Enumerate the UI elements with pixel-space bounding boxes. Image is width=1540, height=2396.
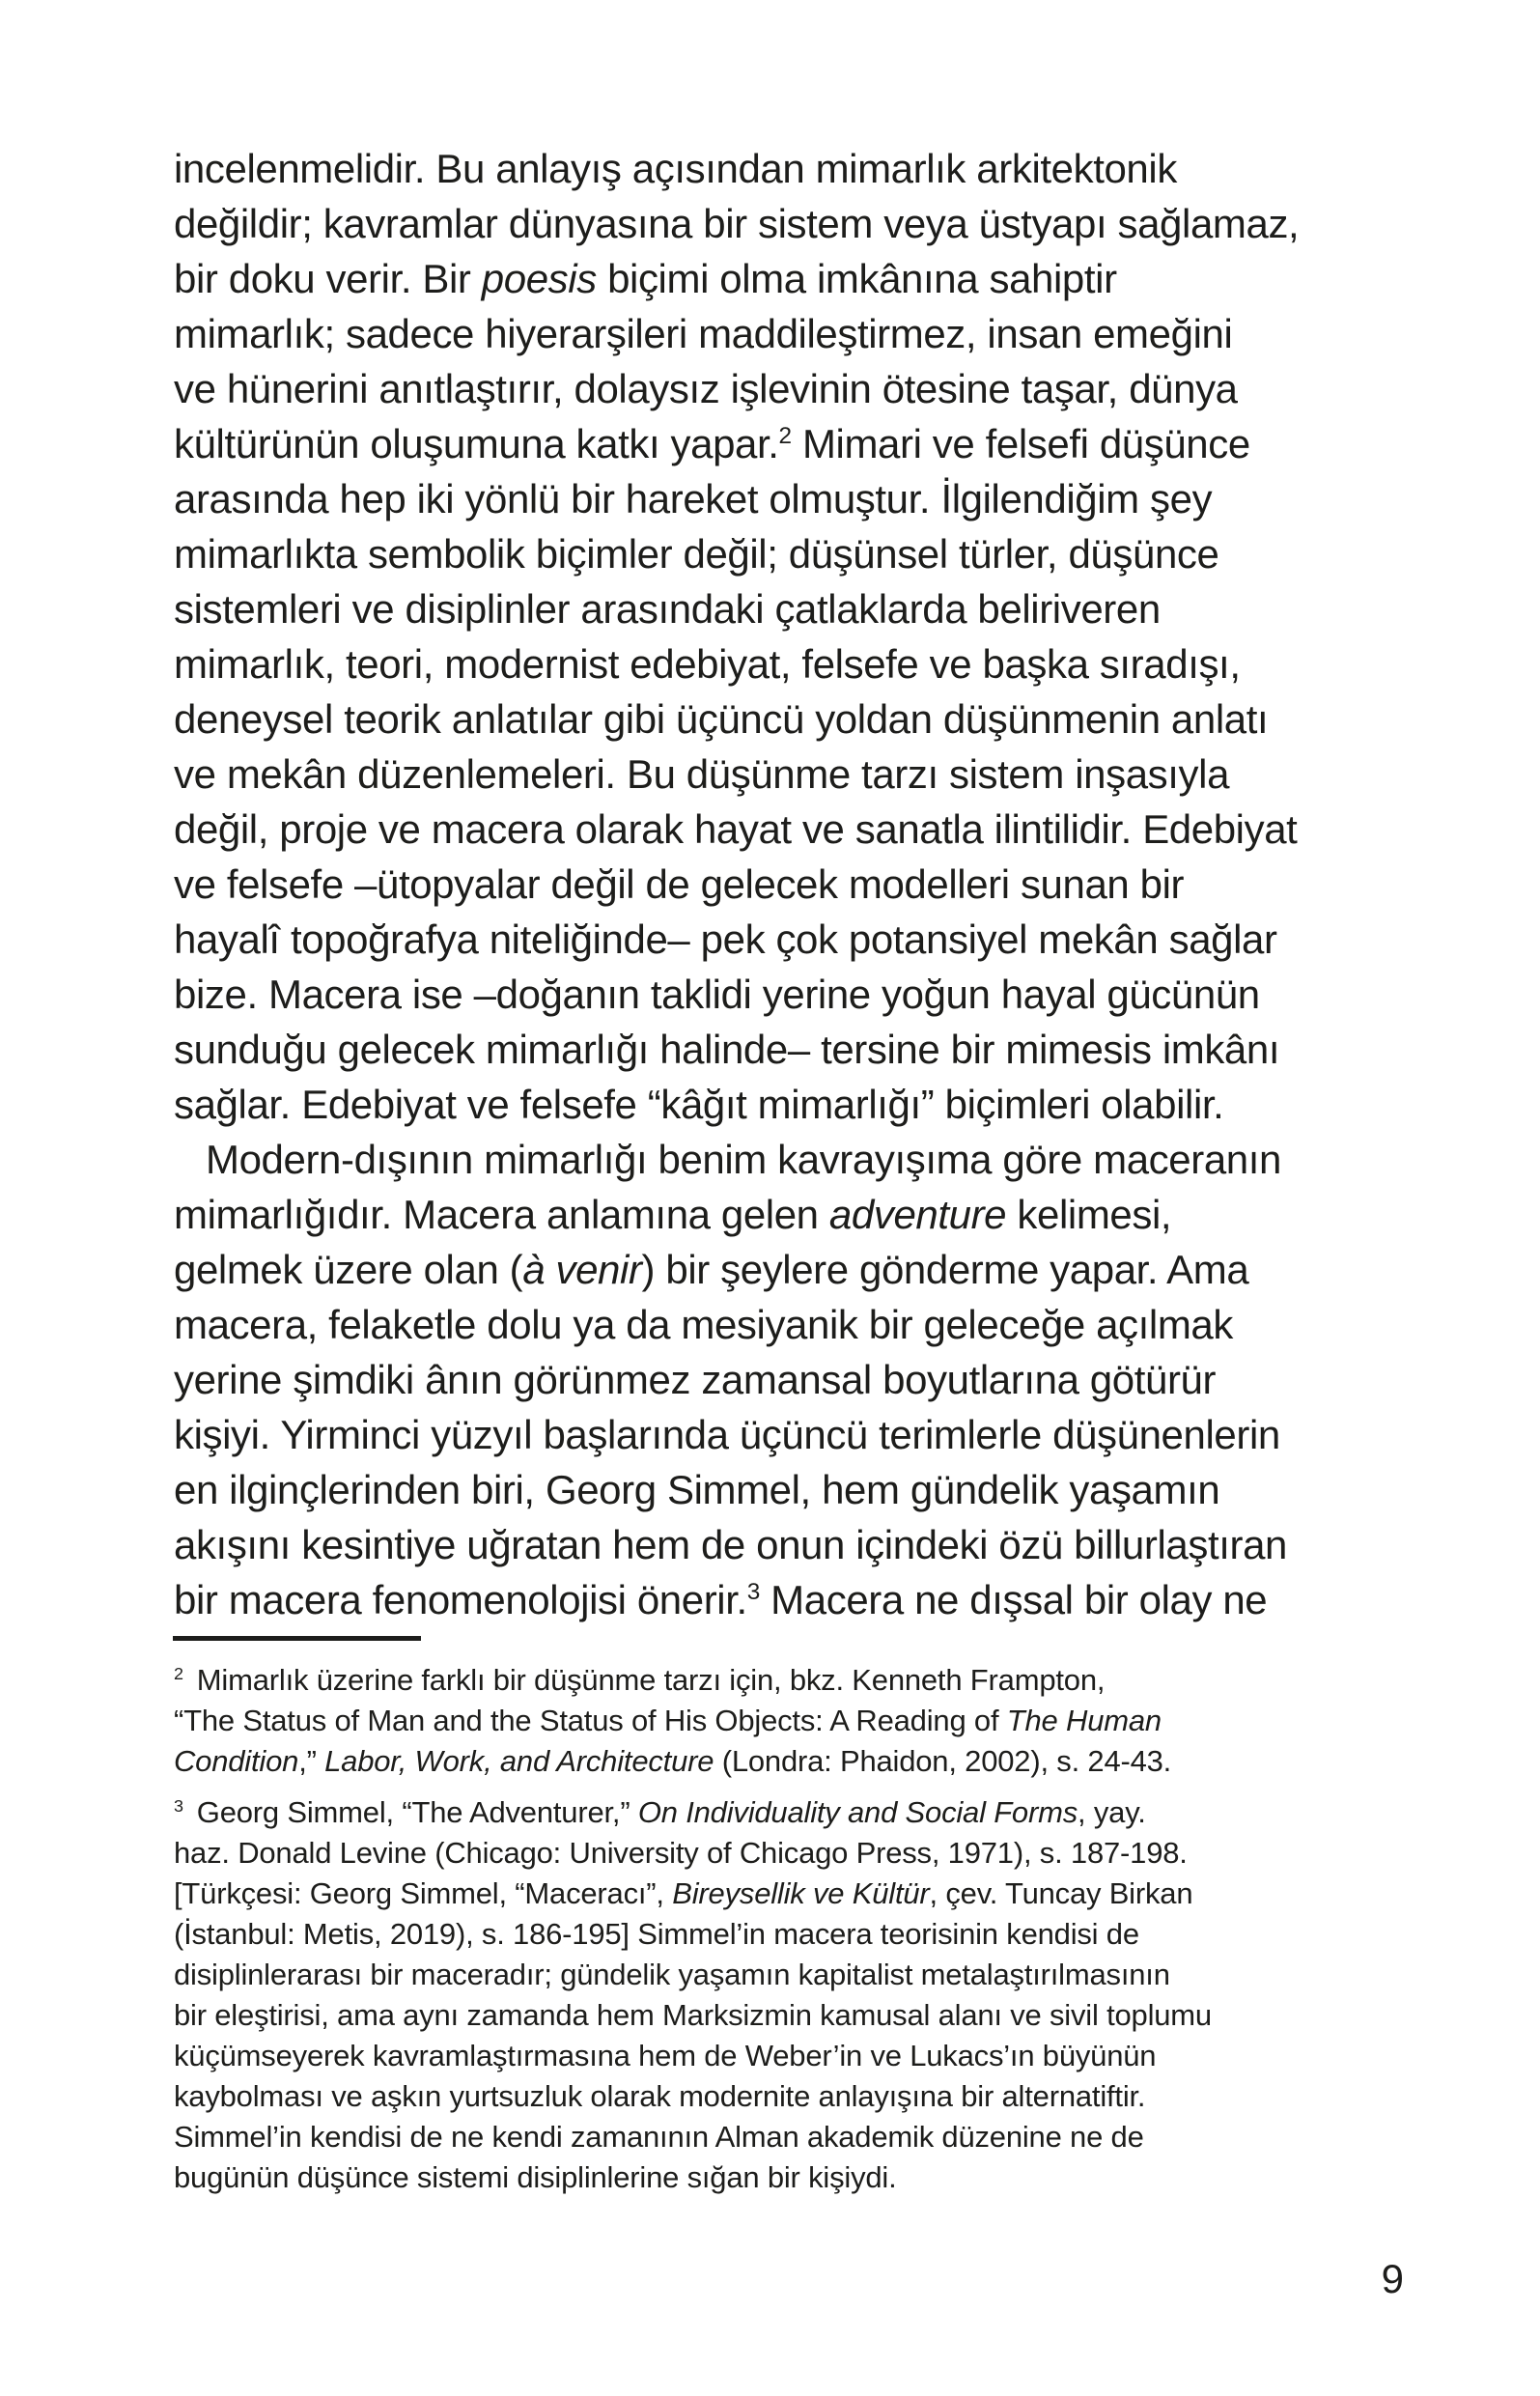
body-line — [174, 1407, 1419, 1462]
text-segment: kültürünün oluşumuna katkı yapar. — [174, 421, 779, 466]
footnote-3 — [174, 1792, 1429, 2198]
body-line — [174, 361, 1419, 416]
text-segment: değildir; kavramlar dünyasına bir sistem veya üstyapı sağlamaz, — [174, 201, 1300, 246]
footnote-line — [174, 1955, 1429, 1995]
text-segment: disiplinlerarası bir maceradır; gündelik yaşamın kapitalist metalaştırılmasının — [174, 1958, 1170, 1991]
footnote-line — [174, 1660, 1429, 1701]
footnote-line — [174, 1701, 1429, 1741]
text-segment: , yay. — [1078, 1795, 1146, 1829]
text-segment: bir eleştirisi, ama aynı zamanda hem Marksizmin kamusal alanı ve sivil toplumu — [174, 1998, 1212, 2032]
body-line — [174, 1352, 1419, 1407]
footnote-line — [174, 1792, 1429, 1833]
footnote-marker: 3 — [174, 1795, 183, 1816]
text-segment: [Türkçesi: Georg Simmel, “Maceracı”, — [174, 1876, 673, 1910]
text-segment: ve mekân düzenlemeleri. Bu düşünme tarzı sistem inşasıyla — [174, 751, 1230, 797]
body-text — [174, 141, 1419, 1627]
text-segment: macera, felaketle dolu ya da mesiyanik bir geleceğe açılmak — [174, 1302, 1233, 1347]
text-segment: küçümseyerek kavramlaştırmasına hem de Weber’in ve Lukacs’ın büyünün — [174, 2039, 1157, 2072]
footnote-reference: 2 — [778, 423, 792, 449]
text-segment: bize. Macera ise –doğanın taklidi yerine yoğun hayal gücünün — [174, 972, 1260, 1017]
footnote-line — [174, 1914, 1429, 1955]
body-line — [174, 1462, 1419, 1517]
text-segment: bir macera fenomenolojisi önerir. — [174, 1577, 747, 1622]
text-segment: ve felsefe –ütopyalar değil de gelecek modelleri sunan bir — [174, 861, 1185, 907]
text-segment: à venir — [522, 1247, 642, 1292]
body-line — [174, 581, 1419, 636]
footnote-line — [174, 1995, 1429, 2036]
body-line — [174, 306, 1419, 361]
text-segment: sistemleri ve disiplinler arasındaki çatlaklarda beliriveren — [174, 586, 1161, 632]
text-segment: Condition — [174, 1744, 299, 1778]
text-segment: kişiyi. Yirminci yüzyıl başlarında üçüncü terimlerle düşünenlerin — [174, 1412, 1280, 1457]
footnotes — [174, 1660, 1429, 2198]
footnote-line — [174, 2117, 1429, 2157]
footnote-line — [174, 2076, 1429, 2117]
text-segment: değil, proje ve macera olarak hayat ve sanatla ilintilidir. Edebiyat — [174, 806, 1298, 852]
body-line — [174, 747, 1419, 802]
text-segment: (İstanbul: Metis, 2019), s. 186-195] Simmel’in macera teorisinin kendisi de — [174, 1917, 1139, 1951]
footnote-separator — [173, 1636, 421, 1641]
text-segment: “The Status of Man and the Status of His Objects: A Reading of — [174, 1704, 1007, 1737]
body-line — [174, 251, 1419, 306]
text-segment: arasında hep iki yönlü bir hareket olmuştur. İlgilendiğim şey — [174, 476, 1213, 521]
text-segment: yerine şimdiki ânın görünmez zamansal boyutlarına götürür — [174, 1357, 1217, 1402]
body-line — [174, 141, 1419, 196]
text-segment: kelimesi, — [1006, 1192, 1172, 1237]
body-line — [174, 802, 1419, 857]
body-line — [174, 691, 1419, 747]
body-line — [174, 912, 1419, 967]
footnote-marker: 2 — [174, 1663, 183, 1683]
footnote-line — [174, 1833, 1429, 1874]
text-segment: On Individuality and Social Forms — [637, 1795, 1078, 1829]
text-segment: sunduğu gelecek mimarlığı halinde– tersine bir mimesis imkânı — [174, 1027, 1280, 1072]
text-segment: bir doku verir. Bir — [174, 256, 482, 301]
text-segment: Macera ne dışsal bir olay ne — [759, 1577, 1268, 1622]
text-segment: deneysel teorik anlatılar gibi üçüncü yoldan düşünmenin anlatı — [174, 696, 1269, 742]
text-segment: Georg Simmel, “The Adventurer,” — [196, 1795, 638, 1829]
text-segment: ) bir şeylere gönderme yapar. Ama — [641, 1247, 1249, 1292]
body-line — [174, 1022, 1419, 1077]
footnote-reference: 3 — [746, 1579, 760, 1605]
text-segment: Labor, Work, and Architecture — [324, 1744, 714, 1778]
body-line — [174, 967, 1419, 1022]
body-line — [174, 526, 1419, 581]
footnote-2 — [174, 1660, 1429, 1782]
text-segment: The Human — [1006, 1704, 1162, 1737]
text-segment: incelenmelidir. Bu anlayış açısından mimarlık arkitektonik — [174, 146, 1177, 191]
body-line — [174, 1132, 1419, 1187]
text-segment: en ilginçlerinden biri, Georg Simmel, hem gündelik yaşamın — [174, 1467, 1220, 1512]
text-segment: ve hünerini anıtlaştırır, dolaysız işlevinin ötesine taşar, dünya — [174, 366, 1238, 411]
text-segment: Mimarlık üzerine farklı bir düşünme tarzı için, bkz. Kenneth Frampton, — [196, 1663, 1106, 1697]
text-segment: Modern-dışının mimarlığı benim kavrayışıma göre maceranın — [206, 1137, 1281, 1182]
text-segment: sağlar. Edebiyat ve felsefe “kâğıt mimarlığı” biçimleri olabilir. — [174, 1082, 1224, 1127]
body-line — [174, 636, 1419, 691]
text-segment: biçimi olma imkânına sahiptir — [596, 256, 1117, 301]
text-segment: gelmek üzere olan ( — [174, 1247, 523, 1292]
page-number: 9 — [1381, 2256, 1404, 2301]
body-line — [174, 1572, 1419, 1627]
text-segment: poesis — [481, 256, 597, 301]
body-line — [174, 416, 1419, 471]
body-line — [174, 471, 1419, 526]
text-segment: adventure — [828, 1192, 1007, 1237]
body-line — [174, 1242, 1419, 1297]
text-segment: mimarlık; sadece hiyerarşileri maddileştirmez, insan emeğini — [174, 311, 1233, 356]
footnote-line — [174, 1874, 1429, 1914]
body-line — [174, 196, 1419, 251]
body-line — [174, 857, 1419, 912]
text-segment: hayalî topoğrafya niteliğinde– pek çok potansiyel mekân sağlar — [174, 916, 1277, 962]
text-segment: Mimari ve felsefi düşünce — [791, 421, 1250, 466]
text-segment: (Londra: Phaidon, 2002), s. 24-43. — [714, 1744, 1172, 1778]
body-line — [174, 1517, 1419, 1572]
footnote-line — [174, 1741, 1429, 1782]
text-segment: mimarlık, teori, modernist edebiyat, felsefe ve başka sıradışı, — [174, 641, 1241, 687]
text-segment: mimarlıkta sembolik biçimler değil; düşünsel türler, düşünce — [174, 531, 1219, 577]
text-segment: bugünün düşünce sistemi disiplinlerine sığan bir kişiydi. — [174, 2160, 897, 2194]
text-segment: kaybolması ve aşkın yurtsuzluk olarak modernite anlayışına bir alternatiftir. — [174, 2079, 1146, 2113]
footnote-line — [174, 2157, 1429, 2198]
text-segment: haz. Donald Levine (Chicago: University of Chicago Press, 1971), s. 187-198. — [174, 1836, 1188, 1870]
text-segment: , çev. Tuncay Birkan — [929, 1876, 1193, 1910]
body-line — [174, 1297, 1419, 1352]
text-segment: mimarlığıdır. Macera anlamına gelen — [174, 1192, 829, 1237]
body-line — [174, 1077, 1419, 1132]
text-segment: Bireysellik ve Kültür — [672, 1876, 930, 1910]
text-segment: Simmel’in kendisi de ne kendi zamanının Alman akademik düzenine ne de — [174, 2120, 1144, 2154]
text-segment: ,” — [298, 1744, 325, 1778]
body-line — [174, 1187, 1419, 1242]
footnote-line — [174, 2036, 1429, 2076]
text-segment: akışını kesintiye uğratan hem de onun içindeki özü billurlaştıran — [174, 1522, 1287, 1567]
